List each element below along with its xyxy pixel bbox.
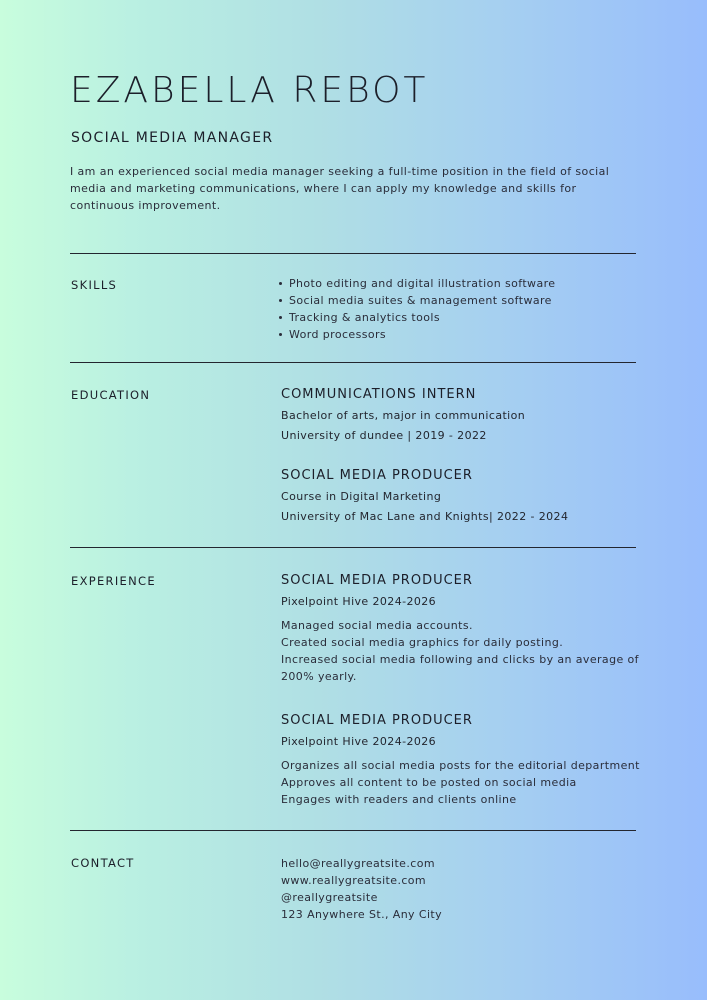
summary-text: I am an experienced social media manager seeking a full-time position in the field of social media and marketing communications, where I can apply my knowledge and skills for continuous improvement. (70, 165, 610, 212)
experience-entry (281, 713, 641, 808)
skill-item: Word processors (279, 326, 555, 343)
experience-detail: Created social media graphics for daily posting. (281, 636, 564, 649)
skills-label: SKILLS (71, 278, 118, 292)
experience-detail: Organizes all social media posts for the editorial department (281, 759, 640, 772)
experience-role: SOCIAL MEDIA PRODUCER (281, 713, 473, 728)
experience-detail: Engages with readers and clients online (281, 793, 517, 806)
experience-detail: Increased social media following and clicks by an average of 200% yearly. (281, 653, 639, 683)
education-role: COMMUNICATIONS INTERN (281, 387, 477, 402)
contact-address: 123 Anywhere St., Any City (281, 908, 443, 921)
skill-item: Tracking & analytics tools (279, 309, 555, 326)
contact-website[interactable]: www.reallygreatsite.com (281, 874, 427, 887)
contact-block (281, 855, 641, 923)
contact-label: CONTACT (71, 856, 135, 870)
experience-label: EXPERIENCE (71, 574, 156, 588)
skills-list (279, 275, 555, 343)
education-role: SOCIAL MEDIA PRODUCER (281, 468, 473, 483)
divider (70, 547, 636, 548)
experience-detail: Approves all content to be posted on social media (281, 776, 577, 789)
experience-company: Pixelpoint Hive 2024-2026 (281, 595, 437, 608)
divider (70, 830, 636, 831)
contact-handle: @reallygreatsite (281, 891, 378, 904)
experience-entry (281, 573, 641, 685)
experience-role: SOCIAL MEDIA PRODUCER (281, 573, 473, 588)
education-degree: Bachelor of arts, major in communication (281, 409, 526, 422)
skill-item: Social media suites & management software (279, 292, 555, 309)
contact-email[interactable]: hello@reallygreatsite.com (281, 857, 435, 870)
education-label: EDUCATION (71, 388, 151, 402)
candidate-name: EZABELLA REBOT (70, 70, 429, 111)
job-title: SOCIAL MEDIA MANAGER (71, 130, 274, 146)
skill-item: Photo editing and digital illustration software (279, 275, 555, 292)
education-school: University of Mac Lane and Knights| 2022 - 2024 (281, 510, 569, 523)
divider (70, 253, 636, 254)
education-school: University of dundee | 2019 - 2022 (281, 429, 487, 442)
experience-detail: Managed social media accounts. (281, 619, 473, 632)
education-entry (281, 468, 641, 527)
education-entry (281, 387, 641, 446)
divider (70, 362, 636, 363)
experience-company: Pixelpoint Hive 2024-2026 (281, 735, 437, 748)
education-degree: Course in Digital Marketing (281, 490, 442, 503)
